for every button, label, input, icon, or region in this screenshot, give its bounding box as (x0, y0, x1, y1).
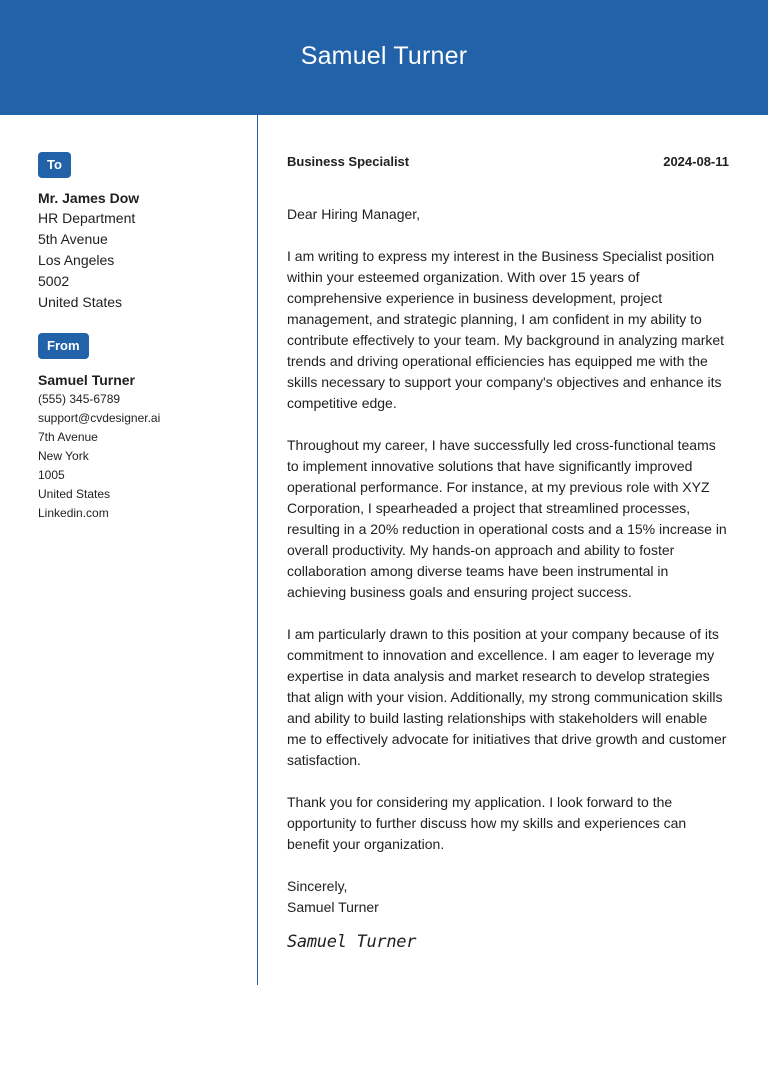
sender-city: New York (38, 449, 89, 463)
paragraph-4: Thank you for considering my application. I look forward to the opportunity to further discuss how my skills and experiences can benefit your organization. (287, 794, 687, 852)
sender-phone: (555) 345-6789 (38, 392, 121, 406)
paragraph-3: I am particularly drawn to this position at your company because of its commitment to innovation and excellence. I am eager to leverage my expertise in data analysis and market research to develop strategies that align with your vision. Additionally, my strong communication skills and ability to build lasting relationships with stakeholders will enable me to effectively advocate for initiatives that drive growth and customer satisfaction. (287, 626, 727, 768)
salutation: Dear Hiring Manager, (287, 206, 421, 222)
from-badge: From (38, 333, 89, 359)
letter-date: 2024-08-11 (663, 154, 729, 169)
sender-linkedin: Linkedin.com (38, 506, 109, 520)
closing-name: Samuel Turner (287, 899, 379, 915)
to-badge: To (38, 152, 71, 178)
closing: Sincerely, (287, 878, 348, 894)
paragraph-1: I am writing to express my interest in the Business Specialist position within your esteemed organization. With over 15 years of comprehensive experience in business development, project management, and strategic planning, I am confident in my ability to contribute effectively to your team. My background in analyzing market trends and driving operational efficiencies has equipped me with the skills necessary to support your company's objectives and enhance its competitive edge. (287, 248, 725, 411)
letter-body (287, 152, 729, 953)
sender-name: Samuel Turner (38, 372, 135, 388)
recipient-country: United States (38, 294, 123, 310)
sidebar (38, 152, 243, 523)
sender-email: support@cvdesigner.ai (38, 411, 161, 425)
signature: Samuel Turner (287, 932, 417, 952)
paragraph-2: Throughout my career, I have successfully led cross-functional teams to implement innovative solutions that have significantly improved operational performance. For instance, at my previous role with XYZ Corporation, I spearheaded a project that streamlined processes, resulting in a 20% reduction in operational costs and a 15% increase in overall productivity. My hands-on approach and ability to foster collaboration among diverse teams have been instrumental in achieving business goals and ensuring project success. (287, 437, 727, 600)
recipient-street: 5th Avenue (38, 231, 108, 247)
header-banner (0, 0, 768, 115)
recipient-city: Los Angeles (38, 252, 115, 268)
sender-street: 7th Avenue (38, 430, 98, 444)
recipient-zip: 5002 (38, 273, 70, 289)
sender-zip: 1005 (38, 468, 65, 482)
recipient-name: Mr. James Dow (38, 190, 140, 206)
sender-country: United States (38, 487, 111, 501)
letter-meta-row (287, 152, 729, 172)
applicant-name: Samuel Turner (300, 42, 468, 70)
column-divider (257, 115, 258, 985)
recipient-department: HR Department (38, 210, 136, 226)
position-title: Business Specialist (287, 154, 410, 169)
